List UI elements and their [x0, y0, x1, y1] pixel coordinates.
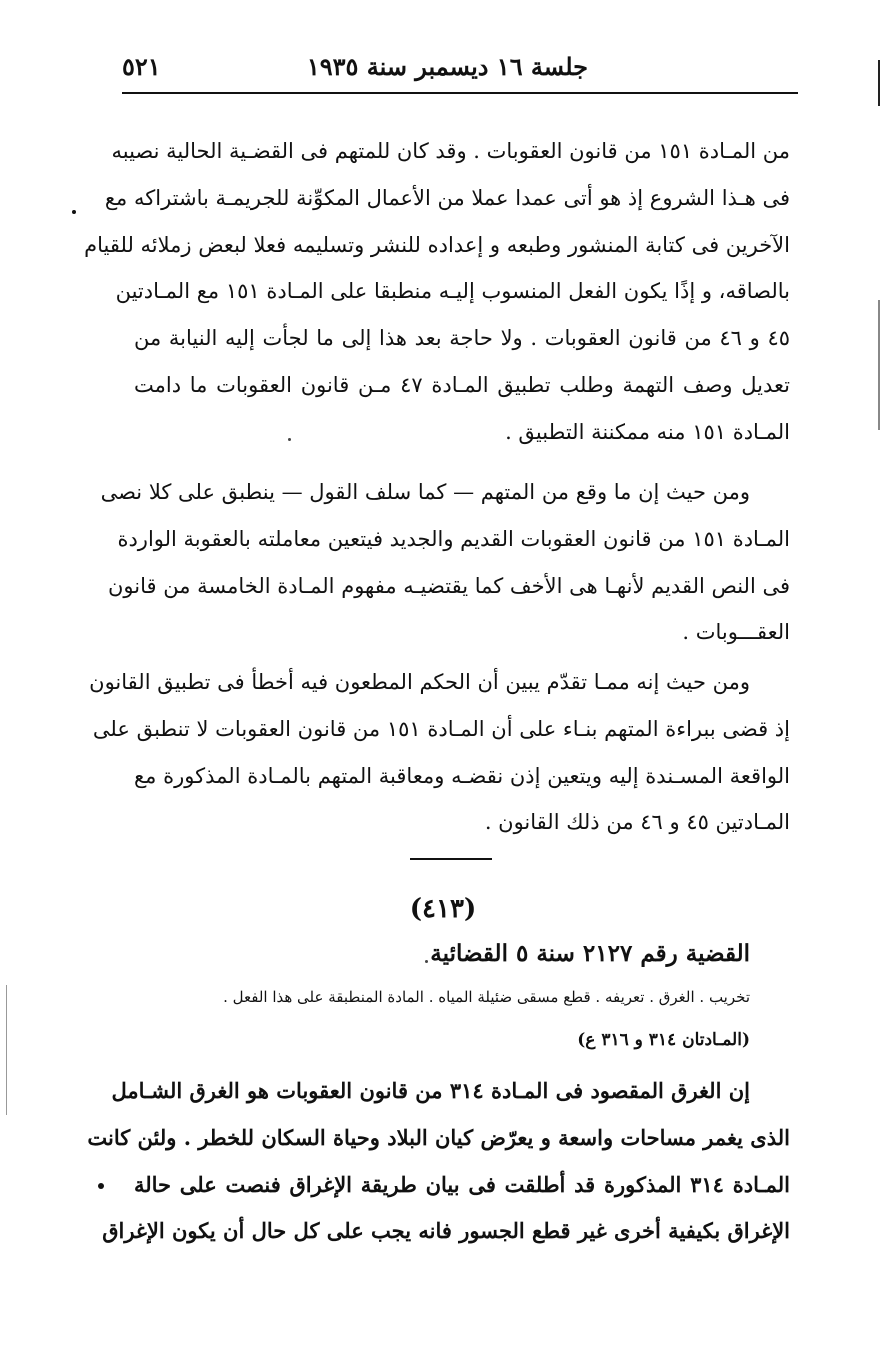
text-line: المـادتين ٤٥ و ٤٦ من ذلك القانون . [484, 810, 790, 835]
scan-edge-mark [878, 60, 880, 106]
scan-speck [288, 438, 291, 441]
text-line: المـادة ١٥١ من قانون العقوبات القديم والجديد فيتعين معاملته بالعقوبة الواردة [117, 526, 790, 551]
paragraph-2 [100, 469, 790, 656]
text-line: فى النص القديم لأنهـا هى الأخف كما يقتضيـه مفهوم المـادة الخامسة من قانون [108, 573, 790, 598]
scan-speck [72, 210, 76, 214]
text-line: الآخرين فى كتابة المنشور وطبعه و إعداده للنشر وتسليمه فعلا لبعض زملائه للقيام [84, 232, 790, 257]
text-line: تعديل وصف التهمة وطلب تطبيق المـادة ٤٧ مـن قانون العقوبات ما دامت [134, 372, 791, 397]
text-line: من المـادة ١٥١ من قانون العقوبات . وقد كان للمتهم فى القضـية الحالية نصيبه [111, 139, 790, 163]
case-number: (٤١٣) [409, 894, 477, 924]
text-line: ٤٥ و ٤٦ من قانون العقوبات . ولا حاجة بعد هذا إلى ما لجأت إليه النيابة من [134, 326, 790, 351]
scan-edge-mark [878, 300, 880, 430]
header-title: جلسة ١٦ ديسمبر سنة ١٩٣٥ [306, 52, 588, 81]
text-line: إن الغرق المقصود فى المـادة ٣١٤ من قانون العقوبات هو الغرق الشـامل [111, 1078, 750, 1103]
section-divider [410, 858, 492, 860]
case-title: القضية رقم ٢١٢٧ سنة ٥ القضائية [430, 940, 750, 967]
text-line: ومن حيث إن ما وقع من المتهم — كما سلف القول — ينطبق على كلا نصى [100, 480, 750, 504]
scan-speck [98, 1183, 104, 1189]
paragraph-3 [89, 659, 790, 846]
page-header [122, 52, 798, 94]
text-line: إذ قضى ببراءة المتهم بنـاء على أن المـادة ١٥١ من قانون العقوبات لا تنطبق على [92, 716, 790, 741]
case-ruling [87, 1068, 790, 1255]
text-line: العقـــوبات . [682, 620, 790, 645]
text-line: الواقعة المسـندة إليه ويتعين إذن نقضـه ومعاقبة المتهم بالمـادة المذكورة مع [134, 763, 790, 788]
text-line: فى هـذا الشروع إذ هو أتى عمدا عملا من الأعمال المكوِّنة للجريمـة باشتراكه مع [104, 185, 790, 210]
case-keywords: تخريب . الغرق . تعريفه . قطع مسقى ضئيلة المياه . المادة المنطبقة على هذا الفعل . [223, 988, 750, 1006]
text-line: المـادة ٣١٤ المذكورة قد أطلقت فى بيان طريقة الإغراق فنصت على حالة [134, 1171, 790, 1197]
case-articles: (المـادتان ٣١٤ و ٣١٦ ع) [577, 1030, 750, 1050]
text-line: الذى يغمر مساحات واسعة و يعرّض كيان البلاد وحياة السكان للخطر . ولئن كانت [87, 1124, 790, 1150]
text-line: بالصاقه، و إذًا يكون الفعل المنسوب إليـه منطبقا على المـادة ١٥١ مع المـادتين [115, 279, 790, 304]
text-line: ومن حيث إنه ممـا تقدّم يبين أن الحكم المطعون فيه أخطأ فى تطبيق القانون [89, 670, 750, 694]
scan-edge-mark [6, 985, 7, 1115]
text-line: الإغراق بكيفية أخرى غير قطع الجسور فانه يجب على كل حال أن يكون الإغراق [102, 1218, 790, 1244]
page-number: ٥٢١ [122, 52, 161, 81]
paragraph-1 [84, 128, 791, 456]
text-line: المـادة ١٥١ منه ممكننة التطبيق . [505, 419, 790, 444]
scan-speck [425, 960, 428, 963]
